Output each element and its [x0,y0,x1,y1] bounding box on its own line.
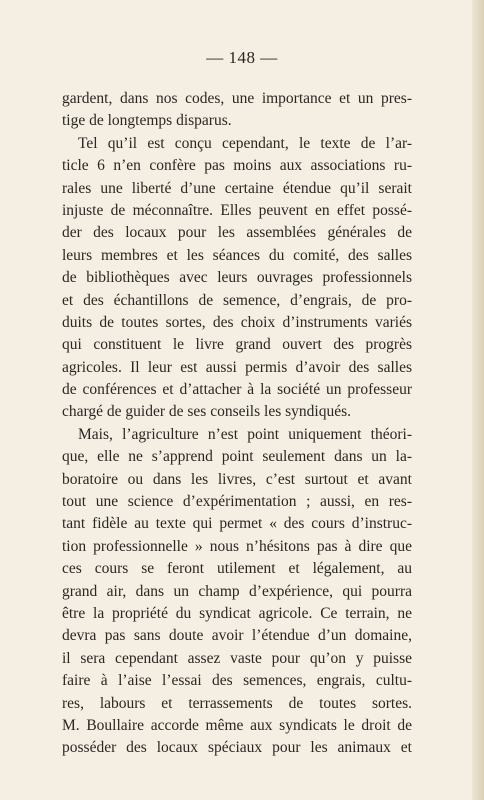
page-number: — 148 — [206,48,278,67]
text-line: M. Boullaire accorde même aux syndicats le droit de [62,716,412,734]
text-line: être la propriété du syndicat agricole. Ce terrain, ne [62,604,412,622]
text-line: der des locaux pour les assemblées générales de [62,224,412,242]
text-line: grand air, dans un champ d’expérience, qui pourra [62,582,412,600]
text-line: devra pas sans doute avoir l’étendue d’un domaine, [62,627,412,645]
text-line: tout une science d’expérimentation ; aussi, en res- [62,493,412,511]
text-line: gardent, dans nos codes, une importance et un pres- [62,90,412,107]
text-line: Mais, l’agriculture n’est point uniquement théori- [78,425,412,443]
text-line: tant fidèle au texte qui permet « des cours d’instruc- [62,515,412,533]
text-line: leurs membres et les séances du comité, des salles [62,246,412,264]
text-line: et des échantillons de semence, d’engrais, de pro- [62,291,412,309]
page-gutter-shadow [472,0,484,800]
text-line: res, labours et terrassements de toutes sortes. [62,694,412,712]
text-line: ticle 6 n’en confère pas moins aux associations ru- [62,157,412,175]
text-line: agricoles. Il leur est aussi permis d’avoir des salles [62,358,412,376]
text-line: que, elle ne s’apprend point seulement dans un la- [62,448,412,466]
text-line: de conférences et d’attacher à la société un professeur [62,381,412,399]
text-line: de bibliothèques avec leurs ouvrages professionnels [62,269,412,287]
text-line: duits de toutes sortes, des choix d’instruments variés [62,313,412,331]
text-line: tion professionnelle » nous n’hésitons pas à dire que [62,537,412,555]
text-line: injuste de méconnaître. Elles peuvent en effet possé- [62,201,412,219]
text-line: chargé de guider de ses conseils les syndiqués. [62,403,351,421]
text-line: boratoire ou dans les livres, c’est surtout et avant [62,470,412,488]
text-line: faire à l’aise l’essai des semences, engrais, cultu- [62,672,412,690]
body-text [62,88,412,760]
text-line: qui constituent le livre grand ouvert des progrès [62,336,412,354]
text-line: rales une liberté d’une certaine étendue qu’il serait [62,179,412,197]
text-line: tige de longtemps disparus. [62,112,232,130]
text-line: Tel qu’il est conçu cependant, le texte de l’ar- [78,134,412,152]
text-line: il sera cependant assez vaste pour qu’on y puisse [62,649,412,667]
text-line: posséder des locaux spéciaux pour les animaux et [62,739,412,757]
text-line: ces cours se feront utilement et légalement, au [62,560,412,578]
